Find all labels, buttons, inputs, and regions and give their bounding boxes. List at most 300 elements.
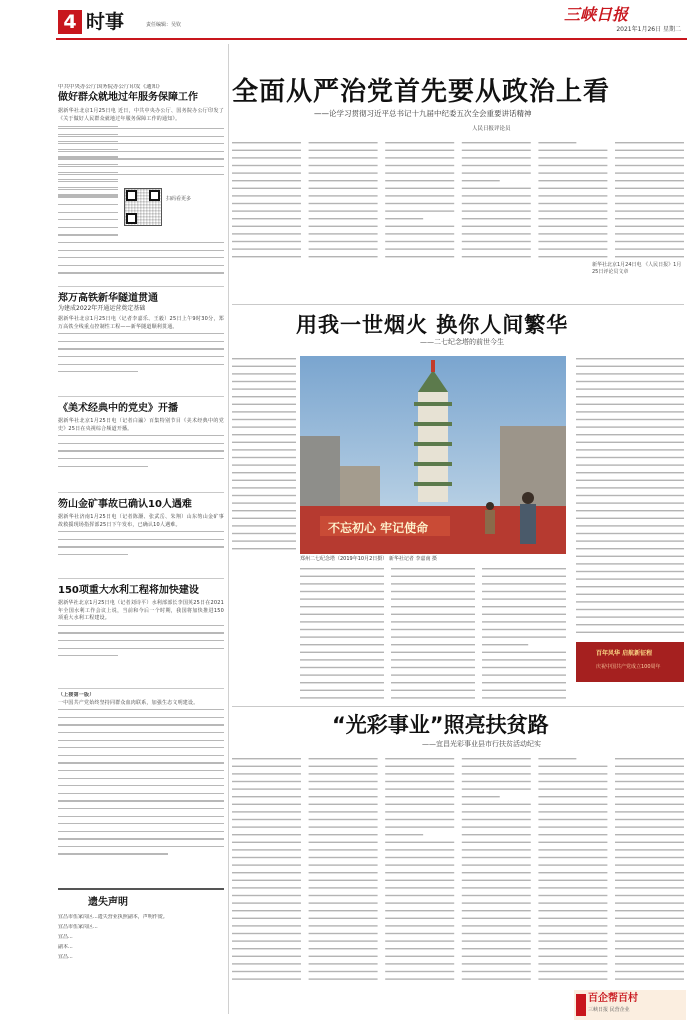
brief-4 [58, 498, 224, 576]
pull-quote-subtitle: 庆祝中国共产党成立100周年 [596, 664, 661, 670]
text-line [391, 629, 475, 630]
text-line [232, 396, 296, 397]
text-line [462, 226, 531, 227]
text-line [615, 857, 684, 858]
photo-caption: 郑州二七纪念塔（2019年10月2日摄） 新华社记者 李嘉南 摄 [300, 556, 438, 562]
text-line [462, 857, 531, 858]
brief-5-title: 150项重大水利工程将加快建设 [58, 585, 199, 596]
text-line [309, 978, 378, 979]
text-line [391, 598, 475, 599]
text-line [615, 766, 684, 767]
text-line [300, 621, 384, 622]
text-line [482, 606, 566, 607]
text-line [309, 902, 378, 903]
brief-divider [58, 688, 224, 689]
text-line [309, 910, 378, 911]
text-line [385, 210, 454, 211]
text-line [309, 241, 378, 242]
brief-2-lede: 据新华社北京1月25日电（记者李嘉乐、王毅）25日上午9时30分，郑万高铁全线重点控制性工程——新华隧道顺利贯通。 [58, 316, 224, 330]
lead-brief [58, 84, 224, 123]
text-line [309, 188, 378, 189]
text-line [482, 644, 528, 645]
text-line [576, 464, 684, 465]
text-line [576, 404, 684, 405]
text-line [232, 172, 301, 173]
text-line [300, 690, 384, 691]
text-line [576, 480, 684, 481]
text-line [385, 233, 454, 234]
text-line [538, 218, 607, 219]
text-line [576, 373, 684, 374]
text-line [385, 834, 423, 835]
text-line [576, 548, 684, 549]
text-line [462, 172, 531, 173]
brief-3 [58, 402, 224, 498]
text-line [615, 241, 684, 242]
text-line [232, 487, 296, 488]
text-line [482, 629, 566, 630]
text-line [482, 614, 566, 615]
text-line [538, 918, 607, 919]
feature-headline: 用我一世烟火 换你人间繁华 [296, 312, 569, 337]
text-line [309, 195, 378, 196]
ad-title: 百企帮百村 [588, 993, 638, 1004]
text-line [309, 880, 378, 881]
text-line [309, 172, 378, 173]
text-line [300, 659, 384, 660]
brief-4-lede: 据新华社济南1月25日电（记者陈灏、张武岳、朱翔）山东笏山金矿事故救援现场指挥部25日下午发布，已确认10人遇难。 [58, 514, 224, 528]
notice-line: 宜昌... [58, 954, 73, 960]
lead-closing: 新华社北京1月24日电 《人民日报》1月25日评论员文章 [592, 262, 682, 275]
text-line [309, 804, 378, 805]
masthead-rule [56, 38, 687, 40]
paper-logo: 三峡日报 [564, 5, 629, 24]
text-line [482, 568, 566, 569]
text-line [232, 940, 301, 941]
text-line [615, 963, 684, 964]
text-line [391, 644, 475, 645]
text-line [232, 142, 301, 143]
text-line [232, 895, 301, 896]
text-line [232, 902, 301, 903]
text-line [538, 819, 607, 820]
text-line [391, 583, 475, 584]
section-name: 时事 [86, 11, 125, 33]
text-line [232, 978, 301, 979]
text-line [538, 864, 607, 865]
brief-2-title: 郑万高铁新华隧道贯通 [58, 293, 158, 304]
text-line [232, 165, 301, 166]
text-line [538, 233, 607, 234]
text-line [232, 872, 301, 873]
text-line [538, 195, 607, 196]
text-line [232, 933, 301, 934]
text-line [300, 667, 384, 668]
text-line [576, 381, 684, 382]
text-line [385, 203, 454, 204]
text-line [232, 210, 301, 211]
text-line [538, 872, 607, 873]
text-line [309, 210, 378, 211]
text-line [462, 218, 531, 219]
text-line [385, 172, 454, 173]
text-line [538, 971, 607, 972]
text-line [482, 667, 566, 668]
text-line [538, 940, 607, 941]
text-line [462, 978, 531, 979]
text-line [615, 796, 684, 797]
text-line [482, 583, 566, 584]
text-line [576, 533, 684, 534]
text-line [576, 366, 684, 367]
brief-6-title: （上接第一版） [58, 692, 95, 698]
lead-brief-lede: 据新华社北京1月25日电 近日，中共中央办公厅、国务院办公厅印发了《关于做好人民群众就地过年服务保障工作的通知》。 [58, 108, 224, 122]
text-line [232, 434, 296, 435]
brief-2-subtitle: 为建成2022年开通运营奠定基础 [58, 305, 146, 312]
notice-line: 宜昌市伍家岗区... [58, 924, 98, 930]
text-line [385, 963, 454, 964]
text-line [309, 758, 378, 759]
brief-2 [58, 292, 224, 392]
text-line [538, 256, 607, 257]
text-line [615, 880, 684, 881]
pull-quote-title: 百年风华 启航新征程 [596, 650, 653, 657]
text-line [309, 956, 378, 957]
text-line [232, 411, 296, 412]
text-line [538, 880, 607, 881]
text-line [615, 157, 684, 158]
text-line [309, 248, 378, 249]
text-line [385, 150, 454, 151]
lead-headline: 全面从严治党首先要从政治上看 [232, 77, 611, 107]
text-line [232, 510, 296, 511]
text-line [232, 203, 301, 204]
text-line [309, 834, 378, 835]
feature-body-bottom [300, 566, 566, 702]
text-line [538, 788, 607, 789]
text-line [385, 978, 454, 979]
text-line [482, 697, 566, 698]
third-article-body [232, 756, 684, 986]
text-line [482, 682, 566, 683]
text-line [462, 203, 531, 204]
text-line [538, 963, 607, 964]
text-line [385, 766, 454, 767]
text-line [538, 910, 607, 911]
text-line [576, 434, 684, 435]
text-line [462, 933, 531, 934]
text-line [576, 502, 684, 503]
text-line [482, 674, 566, 675]
text-line [385, 226, 454, 227]
text-line [232, 849, 301, 850]
text-line [615, 819, 684, 820]
text-line [385, 940, 454, 941]
text-line [232, 533, 296, 534]
text-line [462, 165, 531, 166]
text-line [462, 773, 531, 774]
text-line [232, 781, 301, 782]
text-line [300, 591, 384, 592]
text-line [391, 576, 475, 577]
text-line [538, 948, 607, 949]
ad-logo-icon [576, 994, 586, 1016]
feature-body-right [576, 356, 684, 638]
text-line [385, 819, 454, 820]
text-line [538, 834, 607, 835]
text-line [462, 180, 500, 181]
text-line [232, 910, 301, 911]
text-line [538, 165, 607, 166]
text-line [576, 586, 684, 587]
text-line [576, 525, 684, 526]
text-line [385, 880, 454, 881]
text-line [615, 933, 684, 934]
text-line [615, 940, 684, 941]
qr-corner [126, 213, 137, 224]
text-line [391, 591, 475, 592]
text-line [615, 195, 684, 196]
text-line [232, 956, 301, 957]
text-line [232, 233, 301, 234]
text-line [309, 857, 378, 858]
text-line [300, 636, 384, 637]
text-line [309, 940, 378, 941]
text-line [615, 910, 684, 911]
text-line [309, 766, 378, 767]
text-line [538, 811, 607, 812]
text-line [309, 157, 378, 158]
text-line [615, 918, 684, 919]
text-line [482, 659, 566, 660]
text-line [615, 150, 684, 151]
notice-divider [58, 888, 224, 890]
text-line [300, 674, 384, 675]
text-line [538, 849, 607, 850]
brief-divider [58, 492, 224, 493]
text-line [576, 419, 684, 420]
text-line [385, 933, 454, 934]
text-line [309, 796, 378, 797]
text-line [462, 233, 531, 234]
text-line [576, 426, 684, 427]
text-line [615, 834, 684, 835]
text-line [385, 218, 423, 219]
text-line [538, 150, 607, 151]
text-line [462, 248, 531, 249]
text-line [300, 697, 384, 698]
text-line [391, 652, 475, 653]
text-line [538, 978, 607, 979]
text-line [615, 788, 684, 789]
editor-credit: 责任编辑：吴钦 [146, 22, 182, 28]
text-line [232, 880, 301, 881]
text-line [385, 758, 454, 759]
text-line [309, 150, 378, 151]
text-line [615, 781, 684, 782]
photo-sign: 不忘初心 牢记使命 [328, 521, 429, 535]
text-line [232, 918, 301, 919]
text-line [309, 142, 378, 143]
text-line [462, 766, 531, 767]
text-line [538, 956, 607, 957]
text-line [232, 388, 296, 389]
text-line [482, 652, 566, 653]
text-line [232, 548, 296, 549]
lead-text-columns [232, 140, 684, 300]
text-line [232, 195, 301, 196]
text-line [462, 157, 531, 158]
text-line [615, 902, 684, 903]
text-line [576, 495, 684, 496]
text-line [576, 396, 684, 397]
text-line [232, 472, 296, 473]
text-line [538, 172, 607, 173]
text-line [385, 925, 454, 926]
text-line [309, 781, 378, 782]
text-line [576, 442, 684, 443]
text-line [309, 842, 378, 843]
text-line [309, 887, 378, 888]
text-line [385, 142, 454, 143]
column-divider [228, 44, 229, 1014]
brief-6 [58, 692, 224, 880]
text-line [232, 495, 296, 496]
text-line [576, 540, 684, 541]
text-line [232, 256, 301, 257]
text-line [232, 480, 296, 481]
text-line [309, 826, 378, 827]
lead-brief-kicker: 中共中央办公厅国务院办公厅印发《通知》 [58, 84, 163, 90]
text-line [300, 652, 384, 653]
lead-brief-title: 做好群众就地过年服务保障工作 [58, 92, 198, 103]
text-line [615, 811, 684, 812]
text-line [538, 887, 607, 888]
text-line [538, 895, 607, 896]
text-line [385, 857, 454, 858]
text-line [462, 150, 531, 151]
text-line [391, 682, 475, 683]
text-line [385, 188, 454, 189]
text-line [232, 502, 296, 503]
text-line [538, 826, 607, 827]
text-line [538, 925, 607, 926]
text-line [385, 248, 454, 249]
text-line [385, 811, 454, 812]
section-divider [232, 304, 684, 305]
text-line [300, 598, 384, 599]
brief-divider [58, 578, 224, 579]
text-line [232, 842, 301, 843]
masthead [0, 0, 689, 40]
text-line [462, 781, 531, 782]
text-line [300, 644, 384, 645]
text-line [232, 864, 301, 865]
text-line [232, 218, 301, 219]
text-line [576, 601, 684, 602]
text-line [576, 556, 684, 557]
text-line [300, 583, 384, 584]
text-line [309, 948, 378, 949]
notice-title: 遗失声明 [88, 897, 128, 908]
publication-date: 2021年1月26日 星期二 [616, 26, 681, 33]
text-line [462, 902, 531, 903]
text-line [615, 978, 684, 979]
text-line [538, 842, 607, 843]
text-line [615, 804, 684, 805]
text-line [615, 864, 684, 865]
text-line [232, 525, 296, 526]
text-line [538, 142, 576, 143]
text-line [385, 948, 454, 949]
text-line [309, 218, 378, 219]
text-line [615, 142, 684, 143]
text-line [232, 518, 296, 519]
text-line [462, 887, 531, 888]
text-line [482, 591, 566, 592]
qr-label: 扫码看更多 [166, 196, 192, 202]
text-line [309, 872, 378, 873]
text-line [615, 971, 684, 972]
text-line [232, 857, 301, 858]
text-line [300, 682, 384, 683]
text-line [538, 248, 607, 249]
lead-byline: 人民日报评论员 [472, 126, 511, 132]
text-line [309, 933, 378, 934]
text-line [232, 758, 301, 759]
text-line [309, 203, 378, 204]
text-line [576, 578, 684, 579]
brief-divider [58, 396, 224, 397]
text-line [615, 218, 684, 219]
text-line [576, 609, 684, 610]
text-line [615, 172, 684, 173]
text-line [309, 819, 378, 820]
text-line [232, 925, 301, 926]
page-number: 4 [58, 10, 82, 34]
text-line [232, 157, 301, 158]
text-line [482, 576, 566, 577]
third-subhead: ——宜昌光彩事业县市行扶贫活动纪实 [422, 740, 541, 748]
text-line [385, 895, 454, 896]
text-line [232, 457, 296, 458]
text-line [538, 188, 607, 189]
qr-code[interactable] [124, 188, 162, 226]
text-line [385, 971, 454, 972]
text-line [391, 636, 475, 637]
text-line [309, 788, 378, 789]
text-line [391, 606, 475, 607]
text-line [385, 804, 454, 805]
text-line [576, 411, 684, 412]
text-line [232, 358, 296, 359]
text-line [615, 165, 684, 166]
text-line [391, 659, 475, 660]
text-line [300, 614, 384, 615]
text-line [615, 849, 684, 850]
text-line [538, 180, 607, 181]
text-line [462, 849, 531, 850]
text-line [232, 248, 301, 249]
text-line [232, 419, 296, 420]
section-divider [232, 706, 684, 707]
text-line [615, 226, 684, 227]
text-line [462, 142, 531, 143]
notice-line: 宜昌... [58, 934, 73, 940]
text-line [232, 766, 301, 767]
qr-corner [149, 190, 160, 201]
text-line [462, 788, 531, 789]
